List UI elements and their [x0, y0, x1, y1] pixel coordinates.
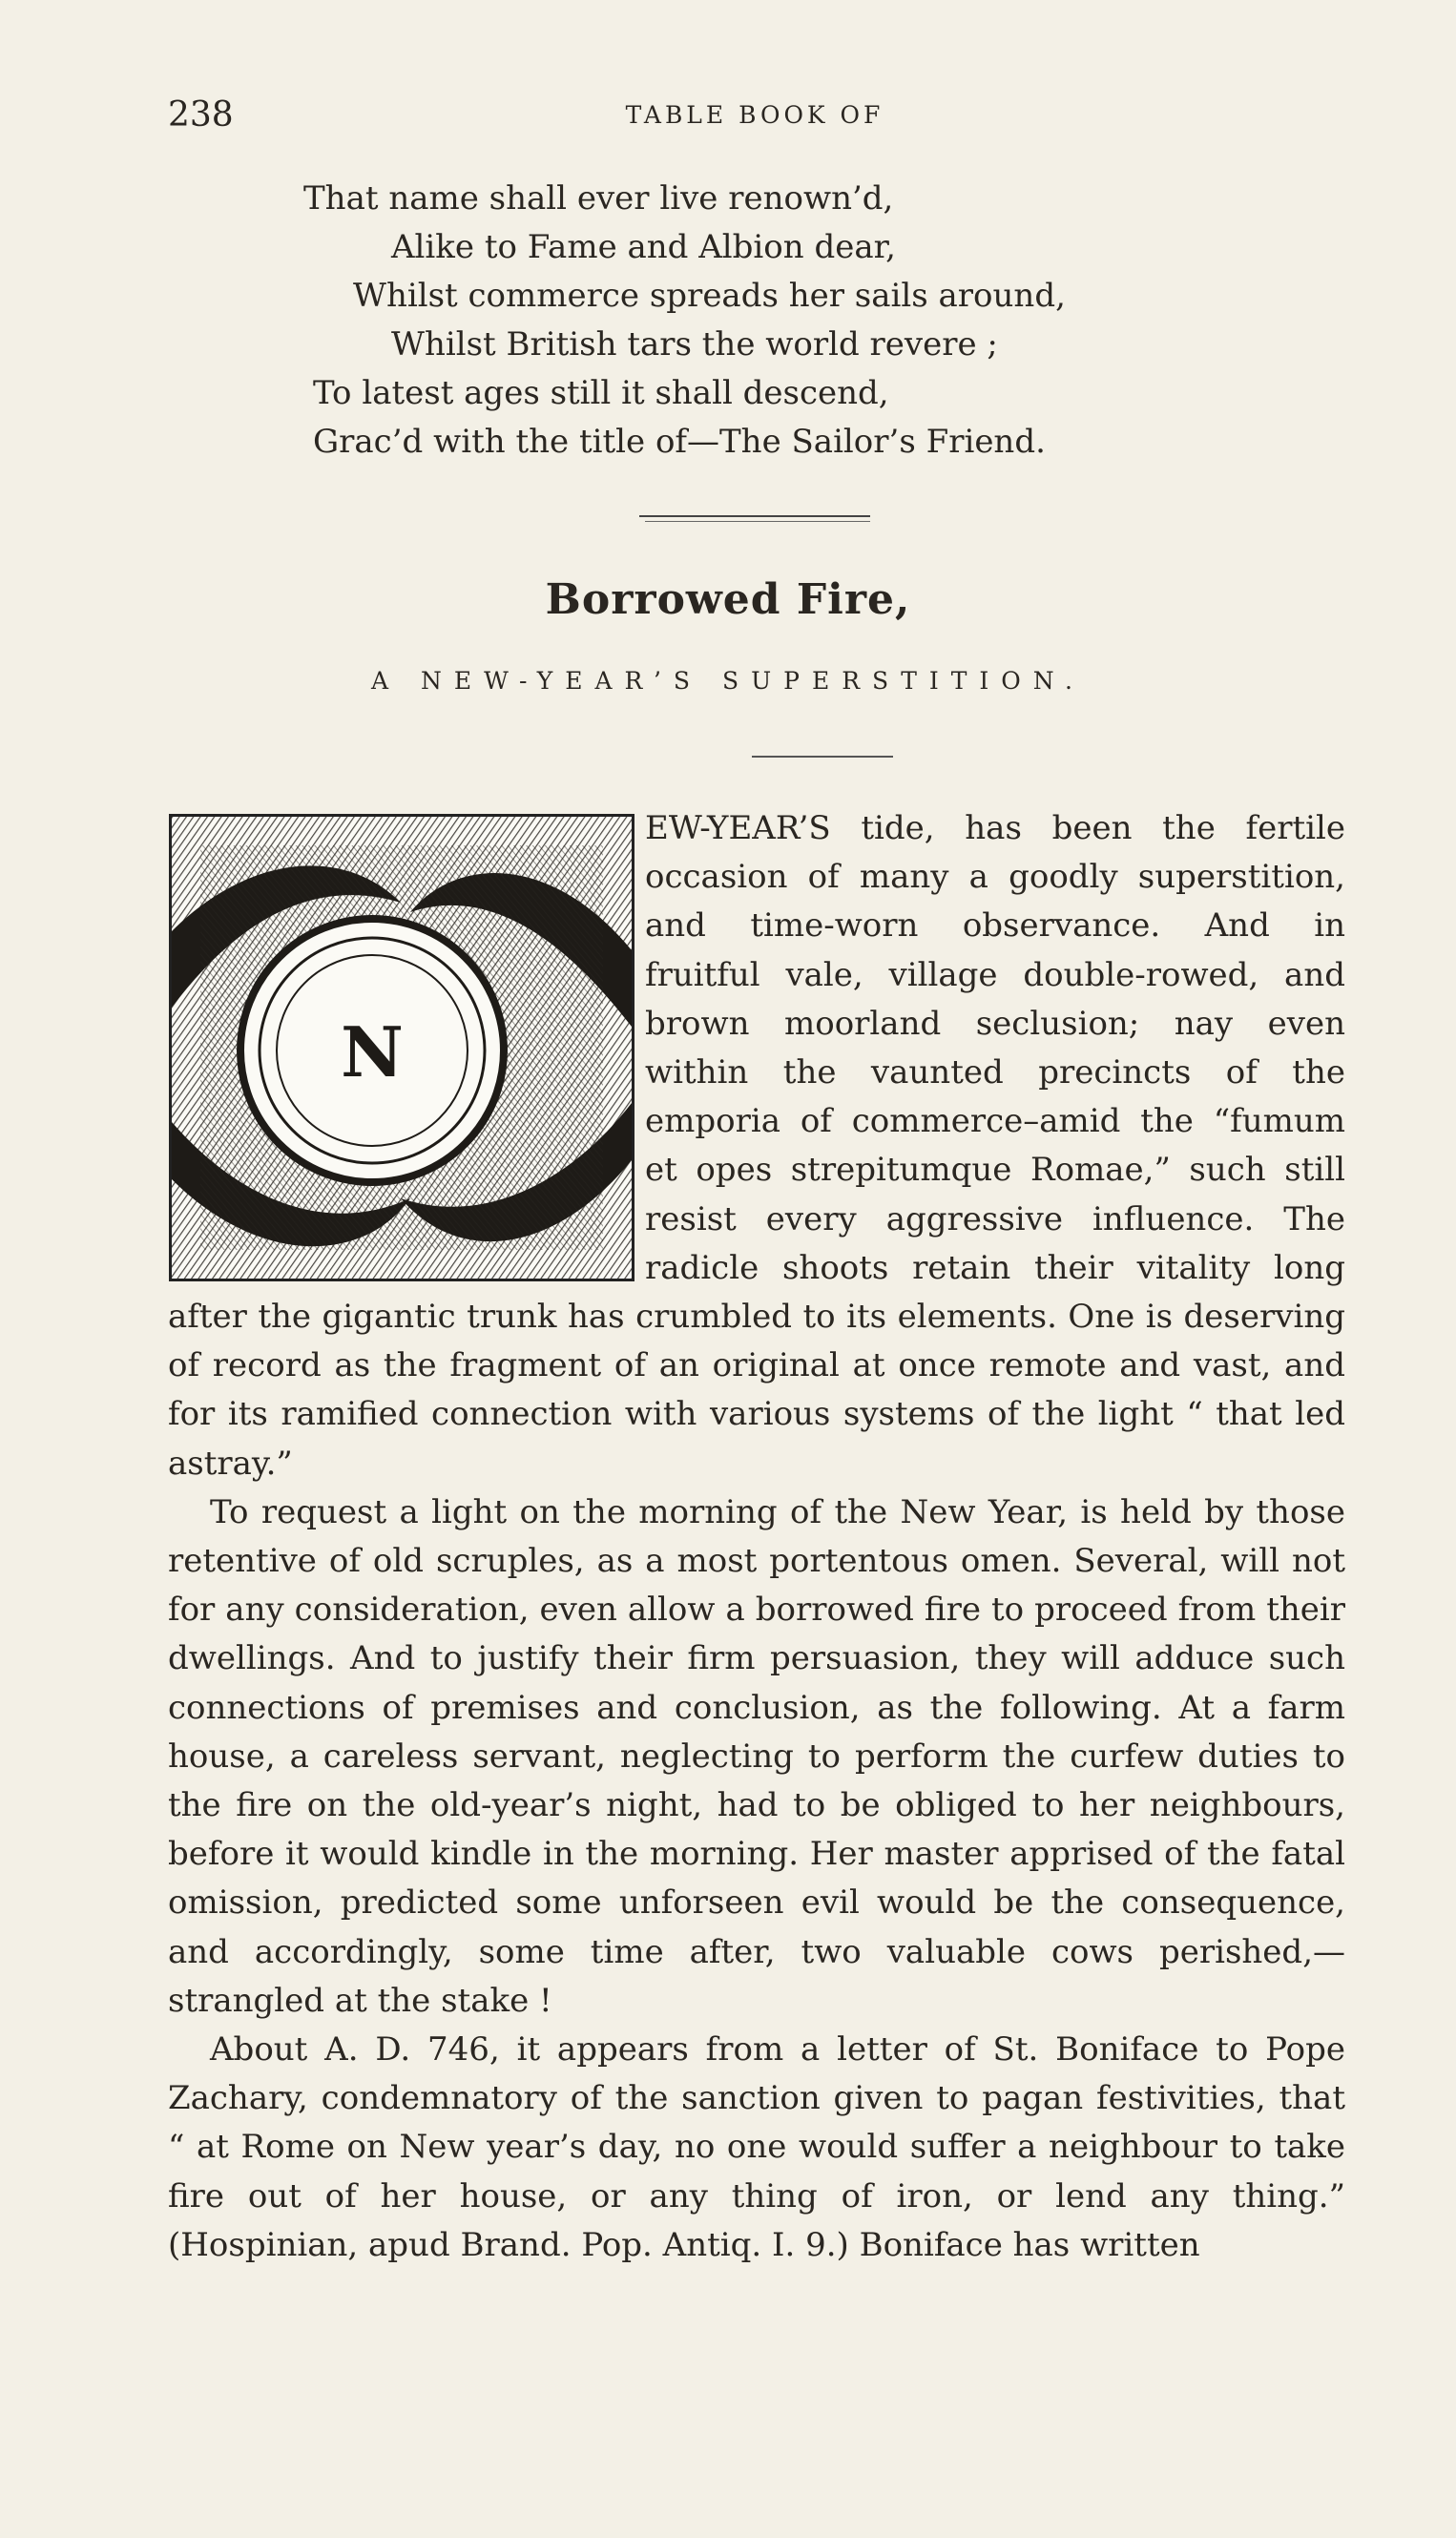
poem-line: Whilst British tars the world revere ;	[391, 325, 998, 364]
intro-line: et opes strepitumque Romae,” such still	[645, 1151, 1345, 1190]
intro-line: brown moorland seclusion; nay even	[645, 1004, 1345, 1043]
running-head: TABLE BOOK OF	[625, 101, 884, 129]
intro-line: resist every aggressive influence. The	[645, 1199, 1345, 1238]
page-number: 238	[168, 95, 234, 135]
paragraph-3: About A. D. 746, it appears from a letter of St. Boniface to Pope Zachary, condemnatory of the sanction given to pagan festivities, that “ at Rome on New year’s day, no one would suffer a neighbour to take fire out of her house, or any thing of iron, or lend any thing.” (Hospinian, apud Brand. Pop. Antiq. I. 9.) Boniface has written	[168, 2030, 1345, 2264]
intro-line: within the vaunted precincts of the	[645, 1053, 1345, 1092]
poem-stanza	[303, 175, 1066, 467]
section-divider-thin	[645, 521, 870, 522]
poem-line: That name shall ever live renown’d,	[303, 179, 894, 218]
intro-line: emporia of commerce–amid the “fumum	[645, 1102, 1345, 1141]
section-divider	[639, 515, 870, 517]
intro-line: and time-worn observance. And in	[645, 906, 1345, 946]
initial-letter: N	[341, 1011, 404, 1092]
paragraph-2: To request a light on the morning of the New Year, is held by those retentive of old scruples, as a most portentous omen. Several, will not for any consideration, even allow a borrowed fire to proceed from their dwellings. And to justify their firm persuasion, they will adduce such connections of premises and conclusion, as the following. At a farm house, a careless servant, neglecting to perform the curfew duties to the fire on the old-year’s night, had to be obliged to her neighbours, before it would kindle in the morning. Her master apprised of the fatal omission, predicted some unforseen evil would be the consequence, and accordingly, some time after, two valuable cows perished,—strangled at the stake !	[168, 1492, 1345, 2020]
intro-line: occasion of many a goodly superstition,	[645, 858, 1345, 897]
article-subtitle: A NEW-YEAR’S SUPERSTITION.	[370, 667, 1086, 695]
article-title: Borrowed Fire,	[545, 575, 911, 624]
poem-line: Alike to Fame and Albion dear,	[391, 228, 896, 266]
intro-line: radicle shoots retain their vitality long	[645, 1248, 1345, 1287]
poem-line: Grac’d with the title of—The Sailor’s Friend.	[313, 423, 1046, 461]
title-rule	[752, 756, 893, 758]
intro-line: EW-YEAR’S tide, has been the fertile	[645, 809, 1345, 847]
page-header	[168, 95, 1342, 137]
intro-line: fruitful vale, village double-rowed, and	[645, 955, 1345, 994]
article-body	[168, 804, 1345, 2270]
poem-line: To latest ages still it shall descend,	[313, 374, 889, 412]
poem-line: Whilst commerce spreads her sails around,	[353, 277, 1066, 315]
paragraph-1-continued: after the gigantic trunk has crumbled to its elements. One is deserving of record as the fragment of an original at once remote and vast, and for its ramified connection with various systems of the light “ that led astray.”	[168, 1298, 1345, 1483]
